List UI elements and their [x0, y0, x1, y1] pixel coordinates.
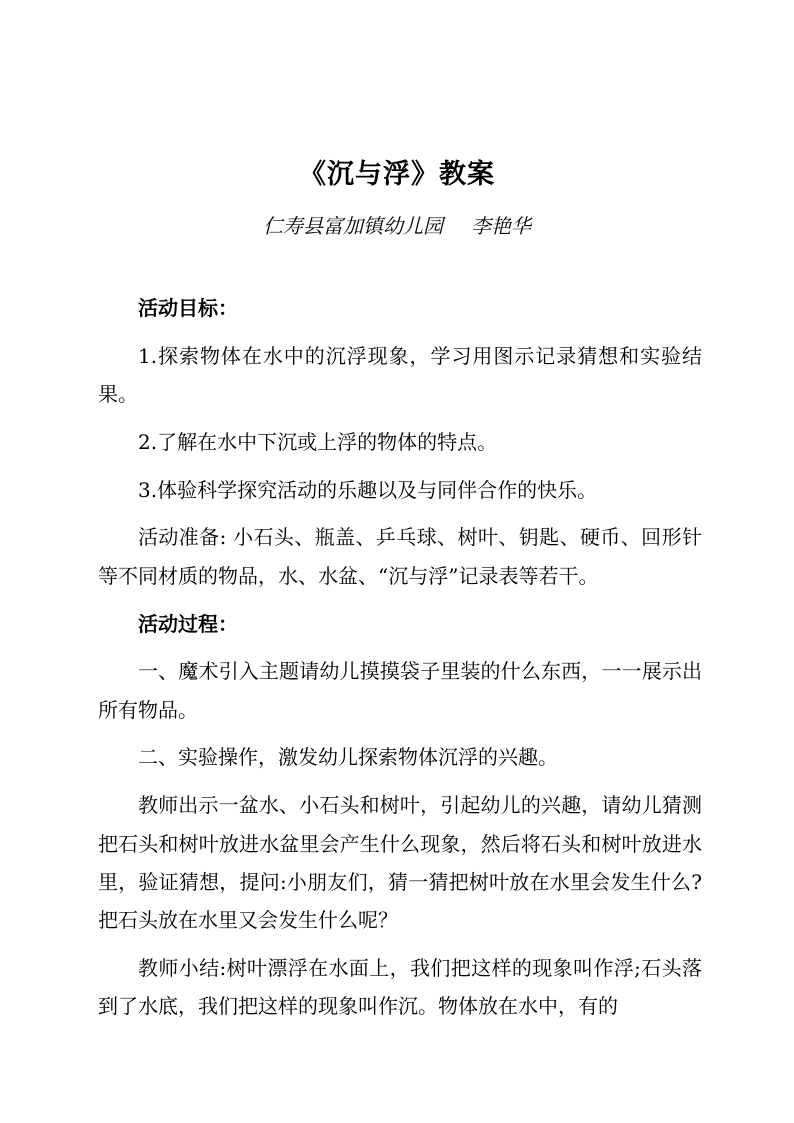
paragraph: 3.体验科学探究活动的乐趣以及与同伴合作的快乐。: [138, 477, 598, 502]
paragraph: 教师小结:树叶漂浮在水面上，我们把这样的现象叫作浮;石头落到了水底，我们把这样的现象叫作沉。物体放在水中，有的: [98, 955, 702, 1019]
paragraph: 2.了解在水中下沉或上浮的物体的特点。: [138, 429, 498, 454]
author-school: 仁寿县富加镇幼儿园: [263, 214, 443, 238]
paragraph: 二、实验操作，激发幼儿探索物体沉浮的兴趣。: [138, 745, 558, 770]
paragraph: 一、魔术引入主题请幼儿摸摸袋子里装的什么东西，一一展示出所有物品。: [98, 659, 702, 722]
author-line: [0, 210, 794, 239]
paragraph: 活动准备: 小石头、瓶盖、乒乓球、树叶、钥匙、硬币、回形针等不同材质的物品，水、水盆、“沉与浮”记录表等若干。: [98, 525, 702, 588]
document-title: 《沉与浮》教案: [299, 159, 495, 190]
paragraph: 教师出示一盆水、小石头和树叶，引起幼儿的兴趣，请幼儿猜测把石头和树叶放进水盆里会产生什么现象，然后将石头和树叶放进水里，验证猜想，提问:小朋友们，猜一猜把树叶放在水里会发生什么?把石头放在水里又会发生什么呢？: [98, 793, 702, 933]
section-heading-goals: 活动目标：: [138, 296, 238, 320]
author-name: 李艳华: [471, 214, 531, 238]
section-heading-process: 活动过程：: [138, 611, 238, 636]
paragraph: 1.探索物体在水中的沉浮现象，学习用图示记录猜想和实验结果。: [98, 343, 702, 407]
document-body: [98, 289, 702, 1035]
